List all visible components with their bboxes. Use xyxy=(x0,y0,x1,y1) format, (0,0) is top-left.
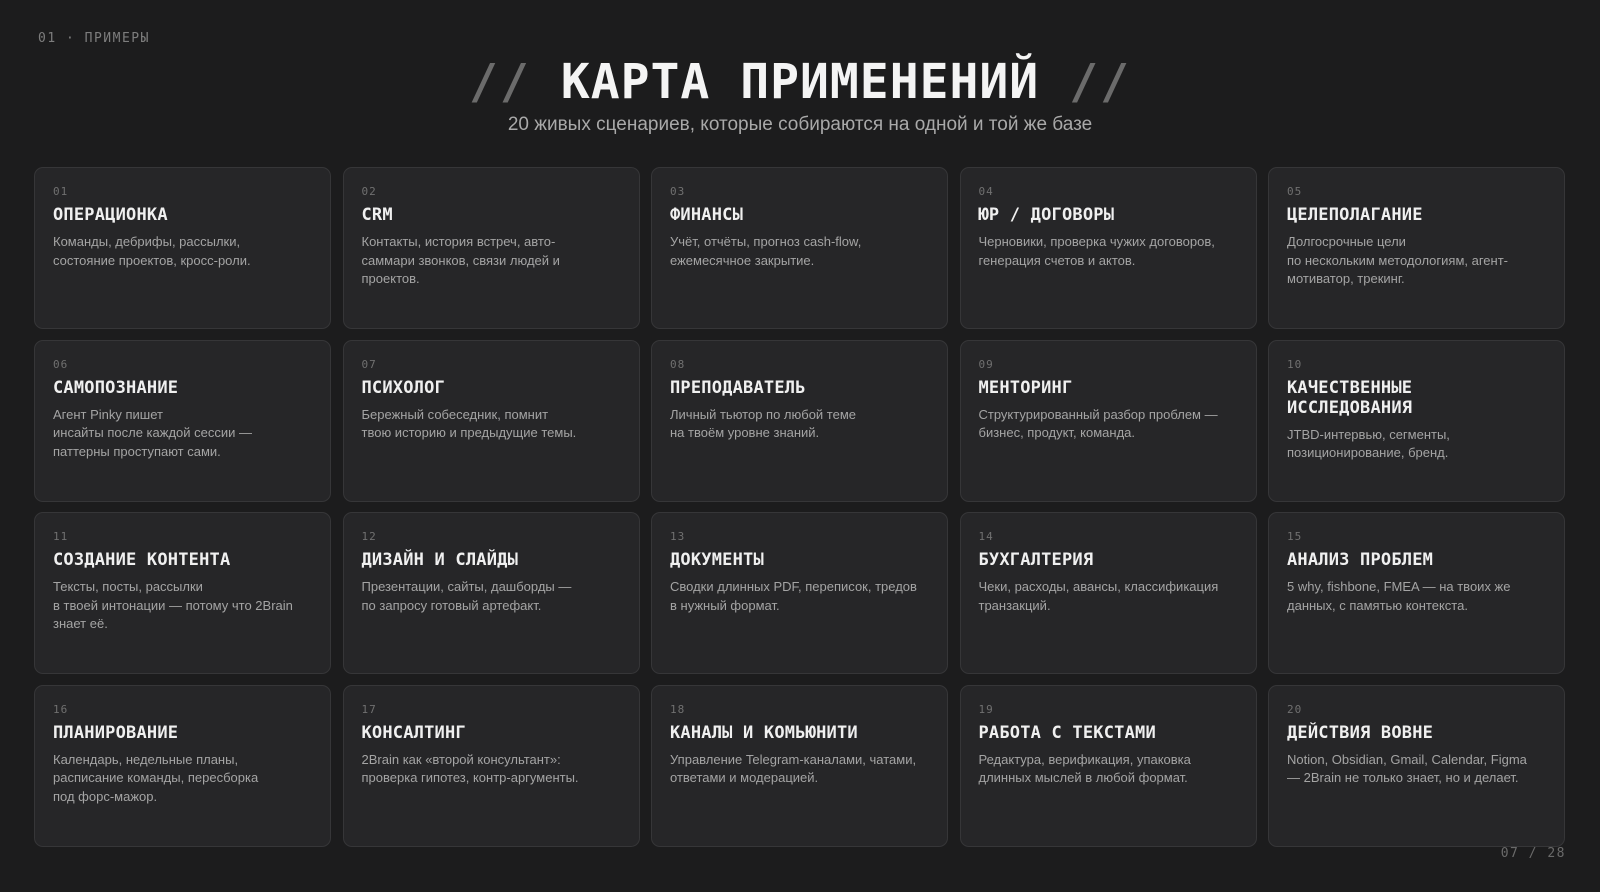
card-title: КОНСАЛТИНГ xyxy=(361,722,466,743)
card-title: ЮР / ДОГОВОРЫ xyxy=(978,205,1115,225)
card-title: ДЕЙСТВИЯ ВОВНЕ xyxy=(1287,722,1434,743)
card-title: ДИЗАЙН И СЛАЙДЫ xyxy=(361,550,519,570)
use-case-card xyxy=(960,340,1257,502)
card-description: Агент Pinky пишет инсайты после каждой сессии — паттерны проступают сами. xyxy=(53,406,252,459)
card-title: ПЛАНИРОВАНИЕ xyxy=(53,722,179,743)
use-case-card xyxy=(34,512,331,674)
use-case-card xyxy=(960,167,1257,329)
card-number: 18 xyxy=(670,702,686,716)
use-case-card xyxy=(1268,685,1565,847)
card-title: АНАЛИЗ ПРОБЛЕМ xyxy=(1287,550,1434,570)
use-case-grid xyxy=(34,167,1565,847)
card-title: КАЧЕСТВЕННЫЕ ИССЛЕДОВАНИЯ xyxy=(1287,377,1413,418)
card-number: 20 xyxy=(1287,702,1303,716)
card-number: 16 xyxy=(53,702,69,716)
use-case-card xyxy=(651,340,948,502)
card-number: 03 xyxy=(670,185,686,198)
card-description: 5 why, fishbone, FMEA — на твоих же данных, с памятью контекста. xyxy=(1287,579,1511,613)
use-case-card xyxy=(651,685,948,847)
card-number: 11 xyxy=(53,530,69,543)
card-description: Презентации, сайты, дашборды — по запросу готовый артефакт. xyxy=(361,579,572,613)
title-row xyxy=(0,52,1600,112)
page-header xyxy=(0,52,1600,136)
card-title: БУХГАЛТЕРИЯ xyxy=(978,550,1094,570)
card-description: Бережный собеседник, помнит твою историю и предыдущие темы. xyxy=(361,406,577,440)
card-number: 12 xyxy=(361,530,377,543)
use-case-card xyxy=(960,685,1257,847)
use-case-card xyxy=(34,167,331,329)
card-title: ПРЕПОДАВАТЕЛЬ xyxy=(670,377,806,398)
card-title: ФИНАНСЫ xyxy=(670,205,744,225)
use-case-card xyxy=(343,512,640,674)
use-case-card xyxy=(1268,340,1565,502)
use-case-card xyxy=(1268,167,1565,329)
card-description: Черновики, проверка чужих договоров, генерация счетов и актов. xyxy=(978,234,1215,268)
card-number: 05 xyxy=(1287,185,1303,198)
card-description: 2Brain как «второй консультант»: проверка гипотез, контр-аргументы. xyxy=(361,751,579,785)
card-number: 13 xyxy=(670,530,686,543)
card-number: 19 xyxy=(978,702,994,716)
card-title: КАНАЛЫ И КОМЬЮНИТИ xyxy=(670,722,858,743)
card-number: 04 xyxy=(978,185,994,198)
use-case-card xyxy=(651,512,948,674)
card-description: Тексты, посты, рассылки в твоей интонации — потому что 2Brain знает её. xyxy=(53,579,293,631)
card-description: Редактура, верификация, упаковка длинных мыслей в любой формат. xyxy=(978,751,1191,785)
page-counter: 07 / 28 xyxy=(1500,846,1566,861)
card-title: ПСИХОЛОГ xyxy=(361,377,445,398)
use-case-card xyxy=(34,340,331,502)
card-number: 07 xyxy=(361,357,377,371)
card-description: Команды, дебрифы, рассылки, состояние проектов, кросс-роли. xyxy=(53,234,251,268)
card-description: Долгосрочные цели по нескольким методологиям, агент- мотиватор, трекинг. xyxy=(1287,234,1508,286)
title-slashes-right: // xyxy=(1069,54,1131,110)
card-title: ОПЕРАЦИОНКА xyxy=(53,205,168,225)
card-title: СОЗДАНИЕ КОНТЕНТА xyxy=(53,550,231,570)
card-title: CRM xyxy=(361,205,393,225)
card-number: 15 xyxy=(1287,530,1303,543)
card-title: МЕНТОРИНГ xyxy=(978,377,1073,398)
card-number: 01 xyxy=(53,185,69,198)
card-number: 06 xyxy=(53,357,69,371)
use-case-card xyxy=(960,512,1257,674)
card-number: 09 xyxy=(978,357,994,371)
card-number: 17 xyxy=(361,702,377,716)
card-title: САМОПОЗНАНИЕ xyxy=(53,377,179,398)
card-title: РАБОТА С ТЕКСТАМИ xyxy=(978,722,1156,743)
card-number: 02 xyxy=(361,185,377,198)
card-description: Личный тьютор по любой теме на твоём уровне знаний. xyxy=(670,406,857,440)
card-description: Notion, Obsidian, Gmail, Calendar, Figma — 2Brain не только знает, но и делает. xyxy=(1287,751,1527,785)
card-description: Управление Telegram-каналами, чатами, ответами и модерацией. xyxy=(670,751,917,785)
card-description: Структурированный разбор проблем — бизнес, продукт, команда. xyxy=(978,406,1218,440)
use-case-card xyxy=(343,340,640,502)
use-case-card xyxy=(1268,512,1565,674)
card-description: Сводки длинных PDF, переписок, тредов в нужный формат. xyxy=(670,579,917,613)
use-case-card xyxy=(34,685,331,847)
section-label: 01 · ПРИМЕРЫ xyxy=(38,31,150,46)
title-slashes-left: // xyxy=(469,54,531,110)
card-title: ДОКУМЕНТЫ xyxy=(670,550,764,570)
use-case-card xyxy=(343,167,640,329)
card-description: Учёт, отчёты, прогноз cash-flow, ежемесячное закрытие. xyxy=(670,234,862,268)
card-number: 10 xyxy=(1287,357,1303,371)
card-number: 08 xyxy=(670,357,686,371)
card-description: JTBD-интервью, сегменты, позиционирование, бренд. xyxy=(1287,426,1450,460)
use-case-card xyxy=(343,685,640,847)
card-description: Календарь, недельные планы, расписание команды, пересборка под форс-мажор. xyxy=(53,751,259,804)
card-title: ЦЕЛЕПОЛАГАНИЕ xyxy=(1287,205,1423,225)
card-number: 14 xyxy=(978,530,994,543)
use-case-card xyxy=(651,167,948,329)
card-description: Контакты, история встреч, авто- саммари звонков, связи людей и проектов. xyxy=(361,234,560,286)
page-title: КАРТА ПРИМЕНЕНИЙ xyxy=(560,54,1040,110)
page-subtitle: 20 живых сценариев, которые собираются на одной и той же базе xyxy=(507,114,1093,135)
card-description: Чеки, расходы, авансы, классификация транзакций. xyxy=(978,579,1219,613)
